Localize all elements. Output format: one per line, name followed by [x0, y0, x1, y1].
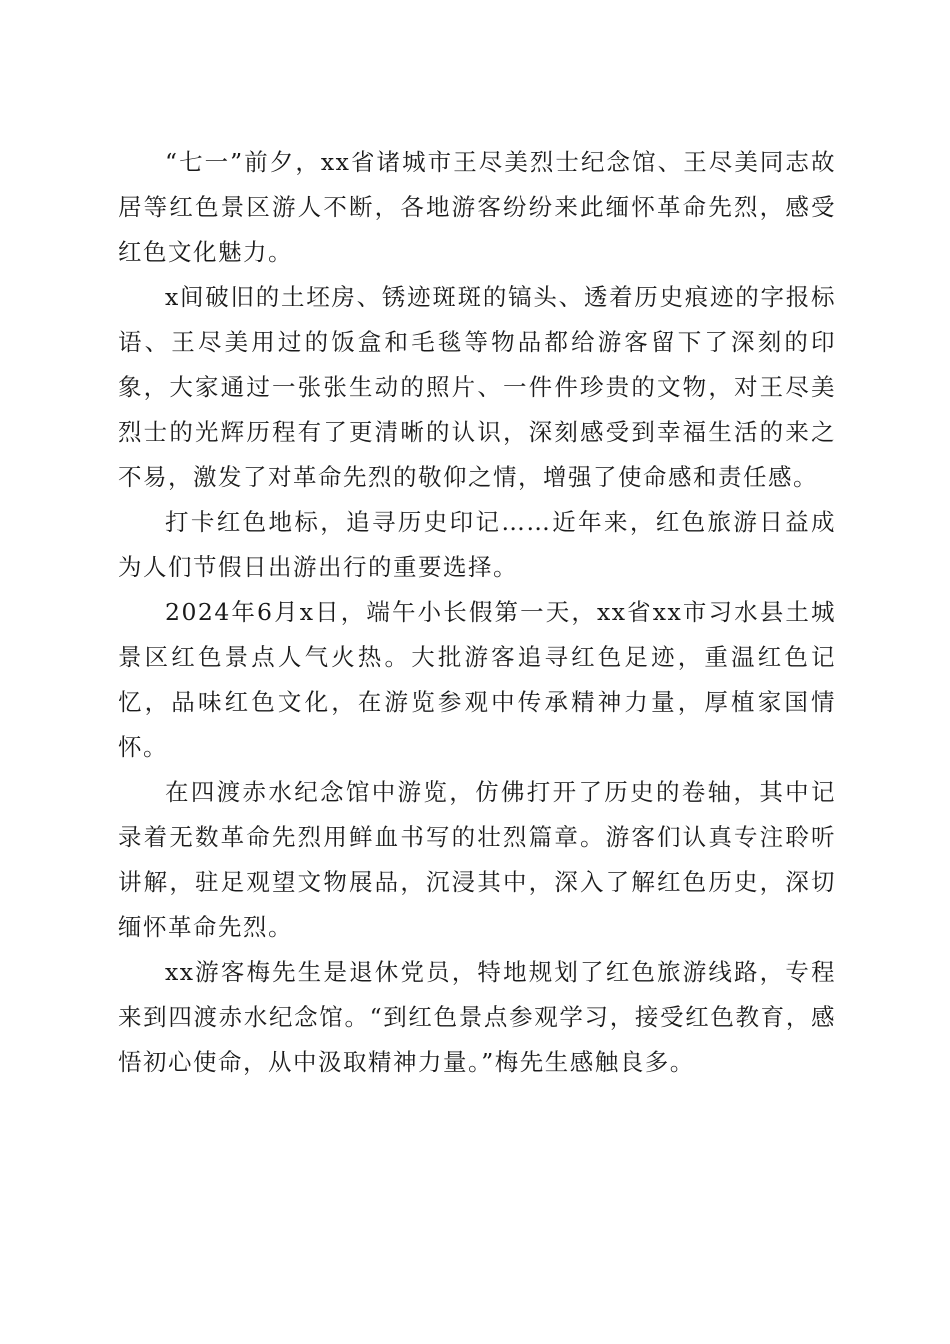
- paragraph-2: x间破旧的土坯房、锈迹斑斑的镐头、透着历史痕迹的字报标语、王尽美用过的饭盒和毛毯等物品都给游客留下了深刻的印象，大家通过一张张生动的照片、一件件珍贵的文物，对王尽美烈士的光辉历程有了更清晰的认识，深刻感受到幸福生活的来之不易，激发了对革命先烈的敬仰之情，增强了使命感和责任感。: [118, 283, 836, 491]
- paragraph-1: “七一”前夕，xx省诸城市王尽美烈士纪念馆、王尽美同志故居等红色景区游人不断，各地游客纷纷来此缅怀革命先烈，感受红色文化魅力。: [118, 148, 836, 266]
- paragraph-4: 2024年6月x日，端午小长假第一天，xx省xx市习水县土城景区红色景点人气火热。大批游客追寻红色足迹，重温红色记忆，品味红色文化，在游览参观中传承精神力量，厚植家国情怀。: [118, 598, 836, 761]
- document-body: [118, 140, 836, 1085]
- paragraph-6: xx游客梅先生是退休党员，特地规划了红色旅游线路，专程来到四渡赤水纪念馆。“到红色景点参观学习，接受红色教育，感悟初心使命，从中汲取精神力量。”梅先生感触良多。: [118, 958, 836, 1076]
- paragraph-3: 打卡红色地标，追寻历史印记……近年来，红色旅游日益成为人们节假日出游出行的重要选择。: [118, 508, 836, 581]
- paragraph-5: 在四渡赤水纪念馆中游览，仿佛打开了历史的卷轴，其中记录着无数革命先烈用鲜血书写的壮烈篇章。游客们认真专注聆听讲解，驻足观望文物展品，沉浸其中，深入了解红色历史，深切缅怀革命先烈。: [118, 778, 836, 941]
